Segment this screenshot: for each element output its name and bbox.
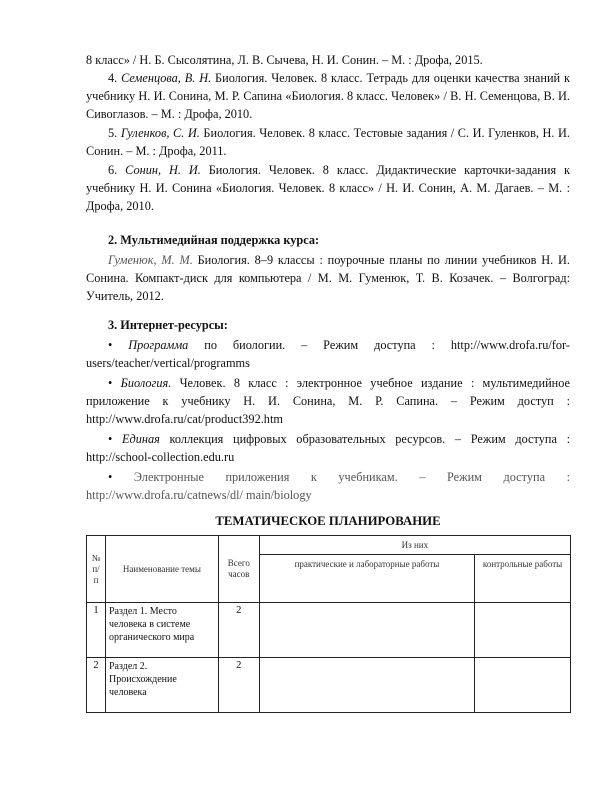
row-topic: Раздел 2. Происхождение человека: [105, 658, 218, 713]
internet-item-lead: Единая: [121, 432, 160, 446]
internet-item: [86, 336, 570, 372]
reference-item-5: [86, 124, 570, 160]
header-practical: практические и лабораторные работы: [259, 555, 474, 603]
reference-author: Сонин, Н. И.: [125, 163, 201, 177]
internet-item: [86, 430, 570, 466]
internet-item: [86, 374, 570, 429]
table-row: [87, 603, 571, 658]
row-num: 1: [87, 603, 106, 658]
reference-text: Биология. Человек. 8 класс. Тестовые задания / С. И. Гуленков, Н. И. Сонин. – М. : Дрофа, 2011.: [86, 126, 571, 159]
internet-item-lead: Биология.: [120, 376, 172, 390]
header-topic: Наименование темы: [105, 536, 218, 603]
reference-author: Семенцова, В. Н.: [121, 71, 212, 85]
row-practical: [259, 658, 474, 713]
header-total-hours: Всего часов: [218, 536, 259, 603]
internet-item-text: по биологии. – Режим доступа : http://www.drofa.ru/for-users/teacher/vertical/programms: [86, 338, 570, 371]
bullet: •: [108, 376, 113, 390]
multimedia-author: Гуменюк, М. М.: [108, 253, 193, 267]
multimedia-text: Биология. 8–9 классы : поурочные планы по линии учебников Н. И. Сонина. Компакт-диск для компьютера / М. М. Гуменюк, Т. В. Козачек. – Волгоград: Учитель, 2012.: [86, 253, 570, 304]
header-num: № п/п: [87, 536, 106, 603]
row-num: 2: [87, 658, 106, 713]
bullet: •: [108, 432, 113, 446]
reference-item-4: [86, 69, 570, 124]
internet-heading: 3. Интернет-ресурсы:: [108, 318, 228, 332]
multimedia-heading: 2. Мультимедийная поддержка курса:: [108, 233, 320, 247]
row-practical: [259, 603, 474, 658]
reference-text: Биология. Человек. 8 класс. Тетрадь для оценки качества знаний к учебнику Н. И. Сонина, М. Р. Сапина «Биология. 8 класс. Человек» / В. Н. Семенцова, В. И. Сивоглазов. – М. : Дрофа, 2010.: [86, 71, 570, 122]
reference-item-6: [86, 161, 570, 216]
bullet: •: [108, 470, 113, 484]
internet-item-lead: Программа: [128, 338, 189, 352]
internet-item-text: Человек. 8 класс : электронное учебное издание : мультимедийное приложение к учебнику Н. И. Сонина, М. Р. Сапина. – Режим доступ : http://www.drofa.ru/cat/product392.htm: [86, 376, 571, 427]
internet-item-text: коллекция цифровых образовательных ресурсов. – Режим доступа : http://school-collection.edu.ru: [86, 432, 570, 465]
reference-author: Гуленков, С. И.: [120, 126, 200, 140]
table-row: [87, 658, 571, 713]
row-hours: 2: [218, 658, 259, 713]
reference-number: 4.: [108, 71, 118, 85]
header-control: контрольные работы: [475, 555, 571, 603]
reference-number: 6.: [108, 163, 118, 177]
row-control: [475, 658, 571, 713]
reference-number: 5.: [108, 126, 118, 140]
multimedia-entry: [86, 251, 570, 306]
reference-item-3-tail: 8 класс» / Н. Б. Сысолятина, Л. В. Сычева, Н. И. Сонин. – М. : Дрофа, 2015.: [86, 53, 483, 67]
reference-text: Биология. Человек. 8 класс. Дидактические карточки-задания к учебнику Н. И. Сонина «Биология. Человек. 8 класс» / Н. И. Сонин, А. М. Дагаев. – М. : Дрофа, 2010.: [86, 163, 571, 214]
planning-table: [86, 535, 571, 713]
bullet: •: [108, 338, 113, 352]
row-topic: Раздел 1. Место человека в системе органического мира: [105, 603, 218, 658]
internet-item: [86, 468, 570, 504]
row-hours: 2: [218, 603, 259, 658]
planning-title: ТЕМАТИЧЕСКОЕ ПЛАНИРОВАНИЕ: [215, 514, 441, 528]
row-control: [475, 603, 571, 658]
internet-item-text: Электронные приложения к учебникам. – Режим доступа : http://www.drofa.ru/catnews/dl/ main/biology: [86, 470, 570, 503]
header-of-them: Из них: [259, 536, 570, 555]
